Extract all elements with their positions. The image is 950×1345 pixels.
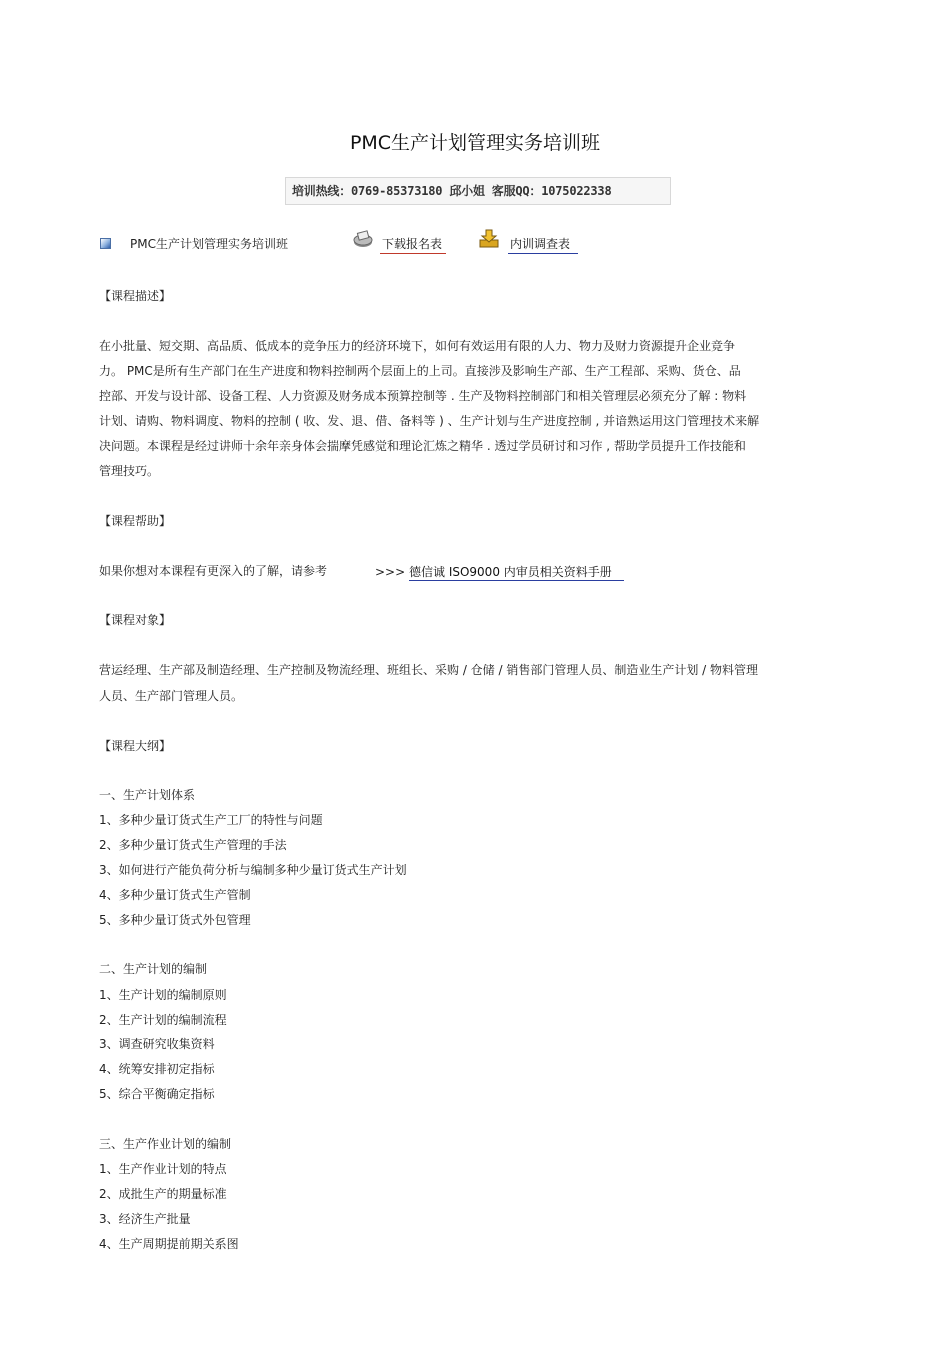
download-registration-link[interactable]: 下载报名表 [380, 236, 446, 254]
description-line: 控部、开发与设计部、设备工程、人力资源及财务成本预算控制等 . 生产及物料控制部门和相关管理层必须充分了解 : 物料 [99, 389, 747, 403]
help-text: 如果你想对本课程有更深入的了解，请参考 [99, 564, 328, 578]
survey-form-link[interactable]: 内训调查表 [508, 236, 578, 254]
iso9000-manual-link[interactable]: 德信诚 ISO9000 内审员相关资料手册 [409, 565, 624, 581]
hotline-banner: 培训热线：0769-85373180 邱小姐 客服QQ：1075022338 [285, 177, 671, 205]
outline-item: 2、成批生产的期量标准 [99, 1187, 227, 1201]
outline-item: 2、多种少量订货式生产管理的手法 [99, 838, 287, 852]
outline-item: 2、生产计划的编制流程 [99, 1013, 227, 1027]
description-line: 管理技巧。 [99, 464, 160, 478]
description-line: 决问题。本课程是经过讲师十余年亲身体会揣摩凭感觉和理论汇炼之精华 . 透过学员研讨和习作 , 帮助学员提升工作技能和 [99, 439, 746, 453]
description-line: 力。 PMC是所有生产部门在生产进度和物料控制两个层面上的上司。直接涉及影响生产部、生产工程部、采购、货仓、品 [99, 364, 741, 378]
outline-item: 5、多种少量订货式外包管理 [99, 913, 251, 927]
description-heading: 【课程描述】 [99, 289, 172, 303]
outline-item: 3、如何进行产能负荷分析与编制多种少量订货式生产计划 [99, 863, 407, 877]
course-name: PMC生产计划管理实务培训班 [130, 237, 288, 251]
outline-item: 1、生产作业计划的特点 [99, 1162, 227, 1176]
description-line: 计划、请购、物料调度、物料的控制 ( 收、发、退、借、备料等 ) 、生产计划与生产进度控制 , 并谙熟运用这门管理技术来解 [99, 414, 760, 428]
help-arrows: >>> [375, 565, 406, 579]
audience-line: 营运经理、生产部及制造经理、生产控制及物流经理、班组长、采购 / 仓储 / 销售部门管理人员、制造业生产计划 / 物料管理 [99, 663, 759, 677]
outline-item: 3、调查研究收集资料 [99, 1037, 215, 1051]
outline-item: 4、多种少量订货式生产管制 [99, 888, 251, 902]
page-title: PMC生产计划管理实务培训班 [349, 132, 601, 154]
help-heading: 【课程帮助】 [99, 514, 172, 528]
outline-item: 4、统筹安排初定指标 [99, 1062, 215, 1076]
outline-section-title: 一、生产计划体系 [99, 788, 196, 802]
description-line: 在小批量、短交期、高品质、低成本的竞争压力的经济环境下，如何有效运用有限的人力、物力及财力资源提升企业竞争 [99, 339, 736, 353]
download-survey-icon[interactable] [478, 229, 498, 247]
audience-line: 人员、生产部门管理人员。 [99, 689, 244, 703]
outline-item: 1、生产计划的编制原则 [99, 988, 227, 1002]
printer-icon[interactable] [352, 230, 372, 248]
audience-heading: 【课程对象】 [99, 613, 172, 627]
outline-item: 3、经济生产批量 [99, 1212, 191, 1226]
course-bullet-icon [100, 238, 111, 249]
outline-item: 4、生产周期提前期关系图 [99, 1237, 239, 1251]
outline-item: 1、多种少量订货式生产工厂的特性与问题 [99, 813, 323, 827]
outline-section-title: 二、生产计划的编制 [99, 962, 208, 976]
outline-item: 5、综合平衡确定指标 [99, 1087, 215, 1101]
outline-heading: 【课程大纲】 [99, 739, 172, 753]
outline-section-title: 三、生产作业计划的编制 [99, 1137, 232, 1151]
